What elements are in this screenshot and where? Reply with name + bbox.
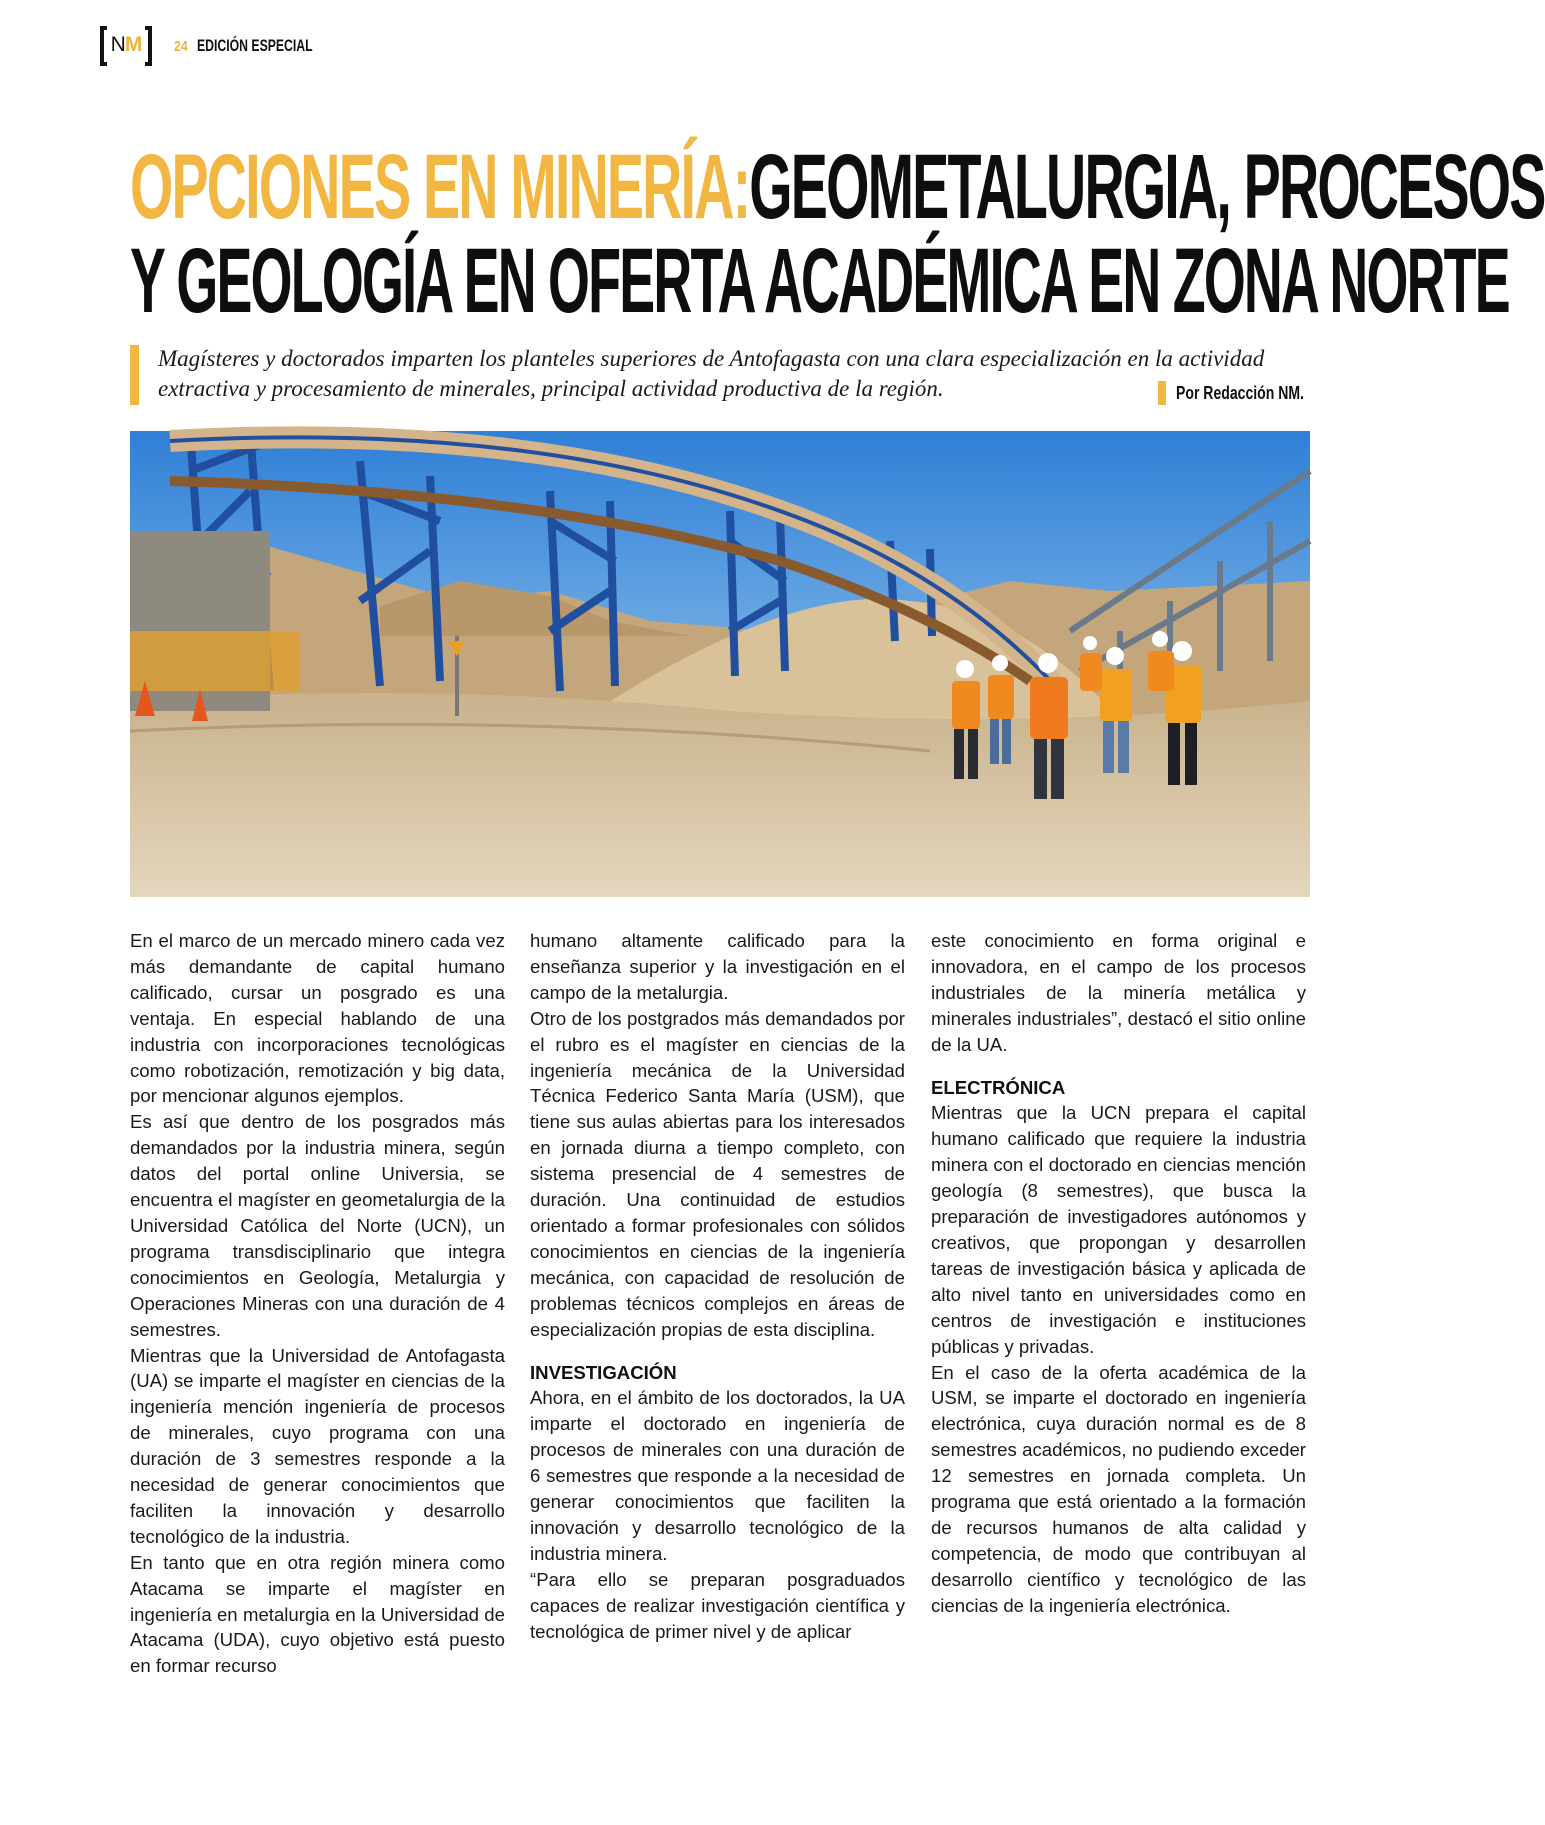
paragraph: En el caso de la oferta académica de la USM, se imparte el doctorado en ingeniería electrónica, cuya duración normal es de 8 semestres académicos, no pudiendo exceder 12 semestres en jornada completa. Un programa que está orientado a la formación de recursos humanos de alta calidad y competencia, de modo que contribuyan al desarrollo científico y tecnológico de las ciencias de la ingeniería electrónica.	[931, 1361, 1306, 1616]
page-number: 24	[174, 37, 188, 55]
paragraph: “Para ello se preparan posgraduados capaces de realizar investigación científica y tecnológica de primer nivel y de aplicar	[530, 1568, 905, 1642]
headline-line-1	[130, 136, 1545, 238]
section-label: EDICIÓN ESPECIAL	[196, 36, 313, 55]
masthead	[100, 26, 357, 66]
subheading-electronica: ELECTRÓNICA	[931, 1076, 1066, 1098]
headline-rest: GEOMETALURGIA, PROCESOS	[749, 136, 1545, 238]
body-column-1	[130, 928, 505, 1679]
paragraph: Es así que dentro de los posgrados más demandados por la industria minera, según datos del portal online Universia, se encuentra el magíster en geometalurgia de la Universidad Católica del Norte (UCN), un programa transdisciplinario que integra conocimientos en Geología, Metalurgia y Operaciones Mineras con una duración de 4 semestres.	[130, 1111, 505, 1340]
article-deck	[130, 345, 1310, 407]
nm-logo	[100, 26, 152, 66]
paragraph: este conocimiento en forma original e innovadora, en el campo de los procesos industriales de la minería metálica y minerales industriales”, destacó el sitio online de la UA.	[931, 930, 1306, 1055]
subheading-investigacion: INVESTIGACIÓN	[530, 1361, 677, 1383]
paragraph: En el marco de un mercado minero cada vez más demandante de capital humano calificado, cursar un posgrado es una ventaja. En especial hablando de una industria con incorporaciones tecnológicas como robotización, remotización y big data, por mencionar algunos ejemplos.	[130, 930, 505, 1107]
deck-text: Magísteres y doctorados imparten los planteles superiores de Antofagasta con una clara especialización en la actividad extractiva y procesamiento de minerales, principal actividad productiva de la región.	[158, 346, 1265, 401]
deck-accent-bar	[130, 345, 139, 405]
body-column-2	[530, 928, 905, 1644]
photo-illustration	[130, 431, 1310, 897]
logo-letter-m: M	[124, 33, 142, 56]
paragraph: Otro de los postgrados más demandados por el rubro es el magíster en ciencias de la ingeniería mecánica de la Universidad Técnica Federico Santa María (USM), que tiene sus aulas abiertas para los interesados en jornada diurna a tiempo completo, con sistema presencial de 4 semestres de duración. Una continuidad de estudios orientado a formar profesionales con sólidos conocimientos en ciencias de la ingeniería mecánica, con capacidad de resolución de problemas técnicos complejos en áreas de especialización propias de esta disciplina.	[530, 1007, 905, 1340]
paragraph: Mientras que la Universidad de Antofagasta (UA) se imparte el magíster en ciencias de la ingeniería mención ingeniería de procesos de minerales, cuyo programa con una duración de 3 semestres responde a la necesidad de generar conocimientos que faciliten la innovación y desarrollo tecnológico de la industria.	[130, 1344, 505, 1547]
byline	[1158, 381, 1340, 405]
logo-bracket-right	[145, 26, 152, 66]
article-headline	[130, 136, 1545, 332]
mining-conveyor-photo	[130, 431, 1310, 897]
paragraph: Mientras que la UCN prepara el capital humano calificado que requiere la industria minera con el doctorado en ciencias mención geología (8 semestres), que busca la preparación de investigadores autónomos y creativos, que propongan y desarrollen tareas de investigación básica y aplicada de alto nivel tanto en universidades como en centros de investigación e instituciones públicas y privadas.	[931, 1102, 1306, 1357]
byline-accent-bar	[1158, 381, 1166, 405]
logo-letter-n: N	[110, 33, 125, 56]
article-body	[130, 928, 1310, 1728]
paragraph: Ahora, en el ámbito de los doctorados, la UA imparte el doctorado en ingeniería de procesos de minerales con una duración de 6 semestres que responde a la necesidad de generar conocimientos que faciliten la innovación y desarrollo tecnológico de la industria minera.	[530, 1387, 905, 1564]
headline-accent: OPCIONES EN MINERÍA:	[130, 136, 750, 238]
body-column-3	[931, 928, 1306, 1619]
headline-line-2: Y GEOLOGÍA EN OFERTA ACADÉMICA EN ZONA NORTE	[130, 230, 1509, 332]
paragraph: En tanto que en otra región minera como Atacama se imparte el magíster en ingeniería en metalurgia en la Universidad de Atacama (UDA), cuyo objetivo está puesto en formar recurso	[130, 1551, 505, 1677]
paragraph: humano altamente calificado para la enseñanza superior y la investigación en el campo de la metalurgia.	[530, 930, 905, 1003]
byline-text: Por Redacción NM.	[1176, 382, 1304, 403]
